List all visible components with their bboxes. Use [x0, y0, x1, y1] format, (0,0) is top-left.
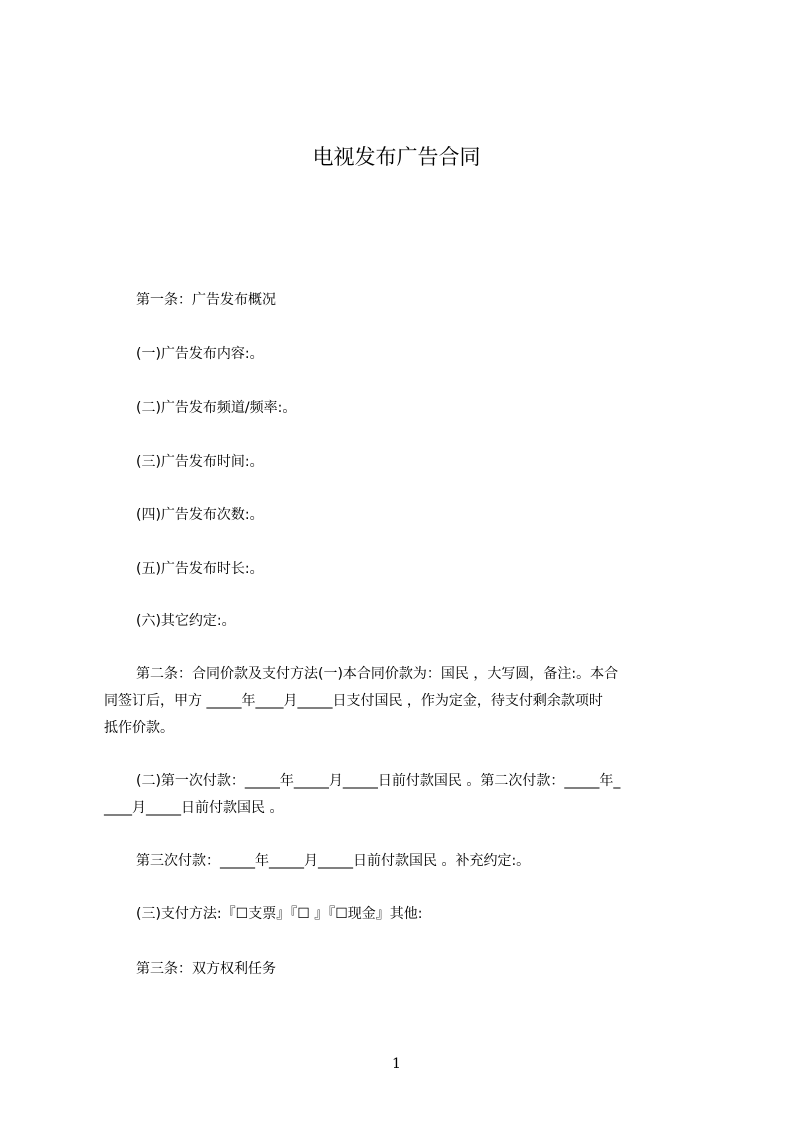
clause-1-other: (六)其它约定:。: [136, 613, 236, 629]
clause-1-channel: (二)广告发布频道/频率:。: [136, 400, 297, 416]
article-1-heading: 第一条：广告发布概况: [136, 292, 276, 308]
clause-1-time: (三)广告发布时间:。: [136, 454, 264, 470]
payment-method: (三)支付方法:『☐支票』『☐ 』『☐现金』其他:: [136, 906, 423, 922]
third-payment: 第三次付款：_____年_____月_____日前付款国民 。补充约定:。: [136, 853, 531, 869]
article-3-heading: 第三条：双方权利任务: [136, 961, 276, 977]
page-number: 1: [392, 1056, 401, 1072]
article-2-line-3: 抵作价款。: [104, 720, 174, 736]
clause-1-duration: (五)广告发布时长:。: [136, 561, 264, 577]
payment-line-2: ____月_____日前付款国民 。: [104, 800, 284, 816]
clause-1-content: (一)广告发布内容:。: [136, 346, 264, 362]
clause-1-count: (四)广告发布次数:。: [136, 507, 264, 523]
article-2-line-2: 同签订后，甲方 _____年____月_____日支付国民 ，作为定金，待支付剩余款项时: [104, 693, 603, 709]
article-2-line-1: 第二条：合同价款及支付方法(一)本合同价款为：国民 ，大写圆，备注:。本合: [136, 666, 619, 682]
payment-line-1: (二)第一次付款：_____年_____月_____日前付款国民 。第二次付款：_____年_: [136, 773, 621, 789]
document-title: 电视发布广告合同: [312, 145, 481, 169]
